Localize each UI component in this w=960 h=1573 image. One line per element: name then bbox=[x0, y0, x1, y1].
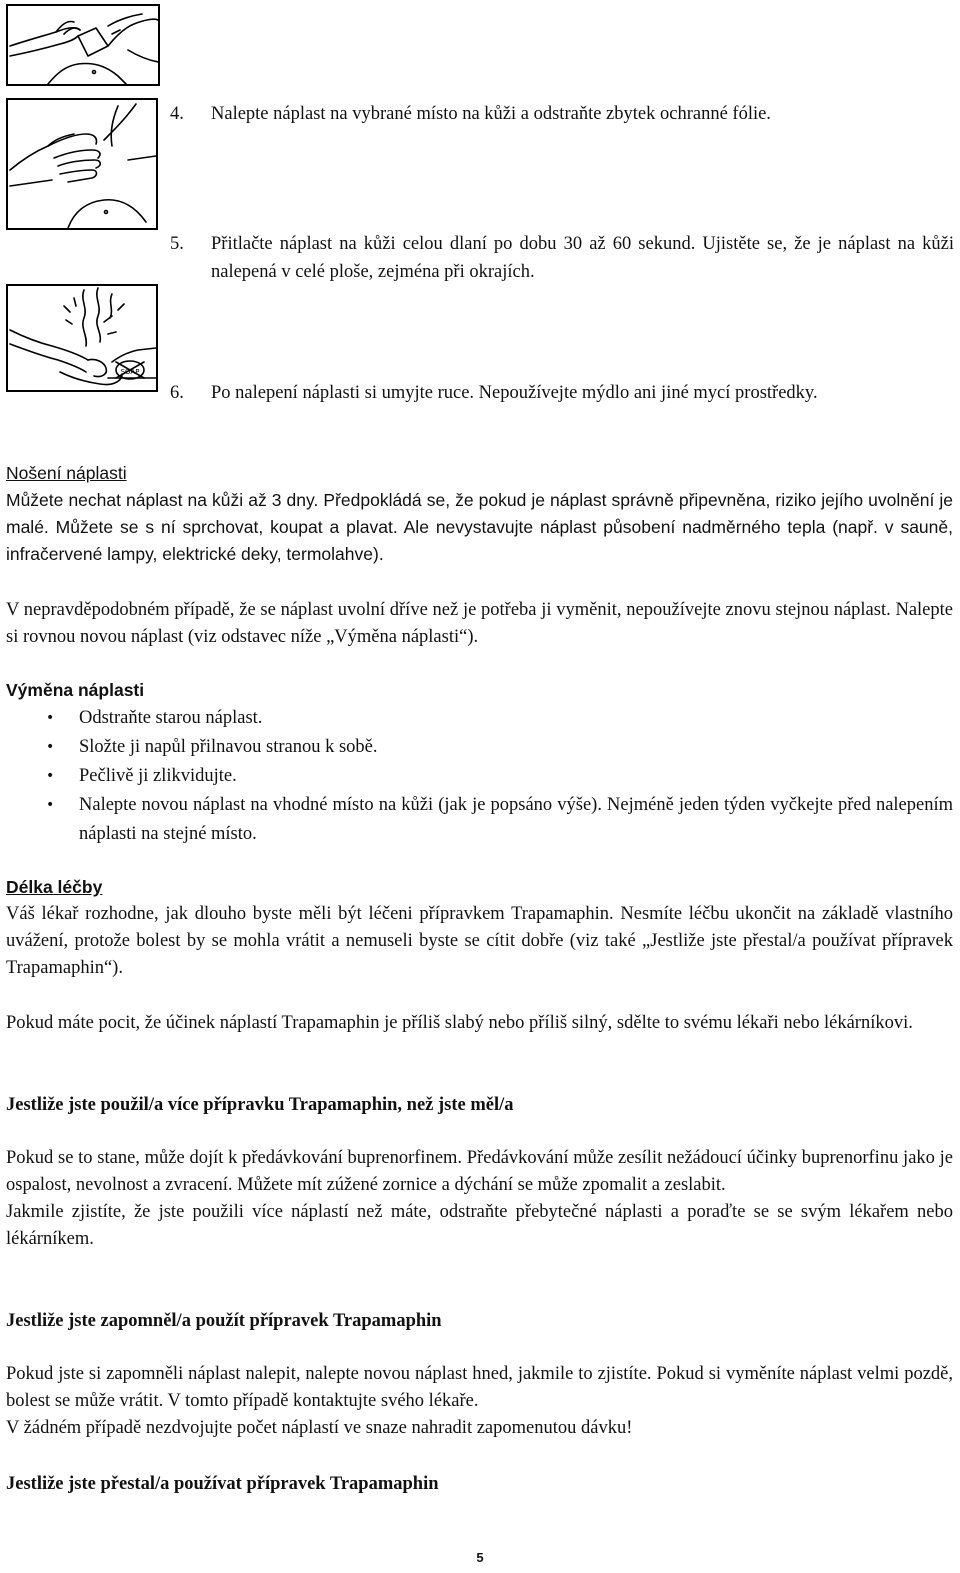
section-replace bbox=[6, 677, 953, 849]
hands-peeling-foil-icon bbox=[8, 6, 158, 84]
list-item: • Nalepte novou náplast na vhodné místo na kůži (jak je popsáno výše). Nejméně jeden týden vyčkejte před nalepením náplasti na stejné místo. bbox=[6, 791, 953, 849]
palm-pressing-patch-icon bbox=[8, 100, 156, 228]
section-forgot bbox=[6, 1308, 953, 1442]
list-item: • Složte ji napůl přilnavou stranou k sobě. bbox=[6, 733, 953, 762]
section-heading: Jestliže jste použil/a více přípravku Trapamaphin, než jste měl/a bbox=[6, 1095, 514, 1115]
illustration-press-patch bbox=[6, 98, 158, 230]
paragraph: Pokud jste si zapomněli náplast nalepit, nalepte novou náplast hned, jakmile to zjistíte. Pokud si vyměníte náplast velmi pozdě, bolest se může vrátit. V tomto případě kontaktujte svého lékaře. bbox=[6, 1364, 953, 1411]
section-heading: Jestliže jste zapomněl/a použít přípravek Trapamaphin bbox=[6, 1311, 442, 1331]
section-wearing bbox=[6, 460, 953, 568]
section-stopped bbox=[6, 1471, 953, 1498]
step-text: Nalepte náplast na vybrané místo na kůži a odstraňte zbytek ochranné fólie. bbox=[211, 104, 771, 124]
paragraph: V nepravděpodobném případě, že se náplast uvolní dříve než je potřeba ji vyměnit, nepoužívejte znovu stejnou náplast. Nalepte si rovnou novou náplast (viz odstavec níže „Výměna náplasti“). bbox=[6, 600, 953, 647]
section-early-detach bbox=[6, 597, 953, 651]
list-item: • Pečlivě ji zlikvidujte. bbox=[6, 762, 953, 791]
page-number: 5 bbox=[476, 1550, 484, 1565]
paragraph: Pokud se to stane, může dojít k předávkování buprenorfinem. Předávkování může zesílit nežádoucí účinky buprenorfinu jako je ospalost, nevolnost a zvracení. Můžete mít zúžené zornice a dýchání se může zpomalit a zeslabit. bbox=[6, 1148, 953, 1195]
section-heading: Jestliže jste přestal/a používat přípravek Trapamaphin bbox=[6, 1474, 439, 1494]
illustration-wash-hands bbox=[6, 284, 158, 392]
section-heading: Délka léčby bbox=[6, 877, 103, 897]
section-heading: Nošení náplasti bbox=[6, 463, 127, 483]
paragraph: Můžete nechat náplast na kůži až 3 dny. Předpokládá se, že pokud je náplast správně připevněna, riziko jejího uvolnění je malé. Můžete se s ní sprchovat, koupat a plavat. Ale nevystavujte náplast působení nadměrného tepla (např. v sauně, infračervené lampy, elektrické deky, termolahve). bbox=[6, 490, 953, 564]
paragraph: V žádném případě nezdvojujte počet náplastí ve snaze nahradit zapomenutou dávku! bbox=[6, 1418, 633, 1438]
step-number: 4. bbox=[170, 104, 184, 124]
bullet-list bbox=[6, 704, 953, 849]
paragraph: Váš lékař rozhodne, jak dlouho byste měli být léčeni přípravkem Trapamaphin. Nesmíte léčbu ukončit na základě vlastního uvážení, protože bolest by se mohla vrátit a nemuseli byste se cítit dobře (viz také „Jestliže jste přestal/a používat přípravek Trapamaphin“). bbox=[6, 904, 953, 978]
list-item: • Odstraňte starou náplast. bbox=[6, 704, 953, 733]
paragraph: Jakmile zjistíte, že jste použili více náplastí než máte, odstraňte přebytečné náplasti a poraďte se se svým lékařem nebo lékárníkem. bbox=[6, 1202, 953, 1249]
step-text: Po nalepení náplasti si umyjte ruce. Nepoužívejte mýdlo ani jiné mycí prostředky. bbox=[211, 383, 818, 403]
illustration-apply-patch bbox=[6, 4, 160, 86]
section-overdose bbox=[6, 1092, 953, 1253]
step-number: 5. bbox=[170, 234, 184, 254]
section-duration bbox=[6, 874, 953, 982]
svg-text:SOAP: SOAP bbox=[120, 368, 140, 376]
washing-hands-icon bbox=[8, 286, 156, 390]
paragraph: Pokud máte pocit, že účinek náplastí Trapamaphin je příliš slabý nebo příliš silný, sdělte to svému lékaři nebo lékárníkovi. bbox=[6, 1013, 913, 1033]
section-heading: Výměna náplasti bbox=[6, 680, 145, 700]
step-number: 6. bbox=[170, 383, 184, 403]
step-text: Přitlačte náplast na kůži celou dlaní po dobu 30 až 60 sekund. Ujistěte se, že je náplast na kůži nalepená v celé ploše, zejména při okrajích. bbox=[211, 234, 954, 282]
section-effect-feeling bbox=[6, 1010, 953, 1037]
